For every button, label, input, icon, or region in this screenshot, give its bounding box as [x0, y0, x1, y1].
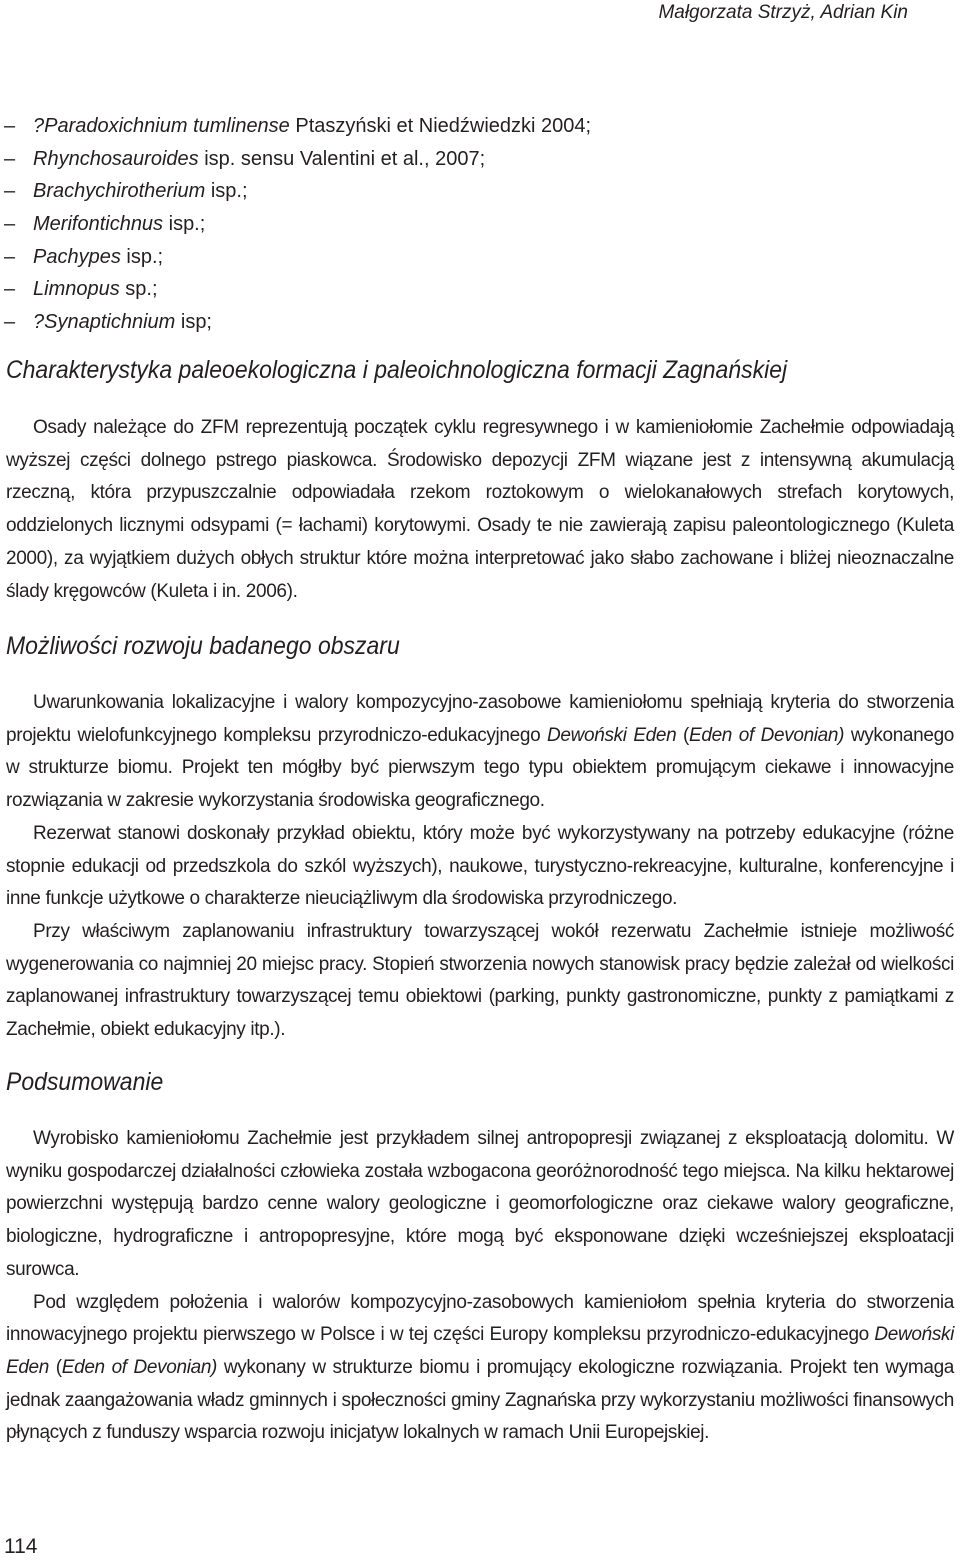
- taxon-authority: isp;: [175, 311, 212, 334]
- paragraph: Rezerwat stanowi doskonały przykład obiektu, który może być wykorzystywany na potrzeby edukacyjne (różne stopnie edukacji od przedszkola do szkól wyższych), naukowe, turystyczno-rekreacyjne, kulturalne, konferencyjne i inne funkcje użytkowe o charakterze nieuciążliwym dla środowiska przyrodniczego.: [6, 822, 954, 910]
- project-name-en: Eden of Devonian): [689, 724, 845, 746]
- list-item: [4, 143, 591, 176]
- taxon-authority: sp.;: [119, 278, 158, 301]
- section-heading-development: Możliwości rozwoju badanego obszaru: [6, 632, 400, 660]
- list-dash: –: [4, 213, 16, 236]
- list-dash: –: [4, 311, 16, 334]
- taxon-name: Rhynchosauroides: [33, 147, 199, 170]
- taxon-name: ?Paradoxichnium tumlinense: [33, 115, 290, 137]
- paragraph-text: Pod względem położenia i walorów kompozycyjno-zasobowych kamieniołom spełnia kryteria do stworzenia innowacyjnego projektu pierwszego w Polsce i w tej części Europy kompleksu przyrodniczo-edukacyjnego: [6, 1291, 954, 1346]
- list-item: [4, 175, 591, 208]
- list-item: [4, 273, 591, 306]
- paragraph: [6, 1287, 954, 1451]
- list-item: [4, 241, 591, 274]
- section-body-summary: [6, 1123, 954, 1450]
- list-dash: –: [4, 115, 16, 137]
- paragraph-text: (: [48, 1356, 62, 1378]
- page-number: 114: [4, 1535, 38, 1558]
- project-name: Dewoński Eden: [6, 1324, 954, 1378]
- list-item: [4, 306, 591, 339]
- paragraph: Wyrobisko kamieniołomu Zachełmie jest przykładem silnej antropopresji związanej z eksploatacją dolomitu. W wyniku gospodarczej działalności człowieka została wzbogacona georóżnorodność tego miejsca. Na kilku hektarowej powierzchni występują bardzo cenne walory geologiczne i geomorfologiczne oraz ciekawe walory geograficzne, biologiczne, hydrograficzne i antropopresyjne, które mogą być eksponowane dzięki wcześniejszej eksploatacji surowca.: [6, 1128, 954, 1280]
- section-body-development: [6, 687, 954, 1047]
- list-dash: –: [4, 245, 16, 268]
- section-body-paleo: [6, 412, 954, 608]
- list-dash: –: [4, 147, 16, 170]
- taxon-authority: isp. sensu Valentini et al., 2007;: [198, 147, 486, 170]
- list-dash: –: [4, 180, 16, 203]
- taxon-name: Brachychirotherium: [33, 180, 206, 203]
- paragraph-text: Uwarunkowania lokalizacyjne i walory kompozycyjno-zasobowe kamieniołomu spełniają kryteria do stworzenia projektu wielofunkcyjnego kompleksu przyrodniczo-edukacyjnego: [6, 692, 954, 746]
- taxon-authority: isp.;: [120, 245, 164, 268]
- project-name-en: Eden of Devonian): [61, 1356, 218, 1378]
- taxon-name: Limnopus: [33, 278, 120, 301]
- paragraph: Przy właściwym zaplanowaniu infrastruktury towarzyszącej wokół rezerwatu Zachełmie istnieje możliwość wygenerowania co najmniej 20 miejsc pracy. Stopień stworzenia nowych stanowisk pracy będzie zależał od wielkości zaplanowanej infrastruktury towarzyszącej temu obiektowi (parking, punkty gastronomiczne, punkty z pamiątkami z Zachełmie, obiekt edukacyjny itp.).: [6, 920, 954, 1041]
- list-item: [4, 110, 591, 143]
- taxon-authority: isp.;: [163, 213, 206, 236]
- section-heading-summary: Podsumowanie: [6, 1068, 164, 1096]
- section-heading-paleo: Charakterystyka paleoekologiczna i paleoichnologiczna formacji Zagnańskiej: [6, 356, 788, 384]
- taxon-name: Merifontichnus: [33, 213, 164, 236]
- taxon-authority: Ptaszyński et Niedźwiedzki 2004;: [289, 115, 592, 137]
- project-name: Dewoński Eden: [547, 724, 677, 746]
- paragraph-text: (: [676, 724, 690, 746]
- paragraph-text: wykonany w strukturze biomu i promujący ekologiczne rozwiązania. Projekt ten wymaga jednak zaangażowania władz gminnych i społeczności gminy Zagnańska przy wykorzystaniu możliwości finansowych płynących z funduszy wsparcia rozwoju inicjatyw lokalnych w ramach Unii Europejskiej.: [6, 1356, 955, 1444]
- running-header: Małgorzata Strzyż, Adrian Kin: [658, 2, 908, 23]
- paragraph: Osady należące do ZFM reprezentują początek cyklu regresywnego i w kamieniołomie Zachełmie odpowiadają wyższej części dolnego pstrego piaskowca. Środowisko depozycji ZFM wiązane jest z intensywną akumulacją rzeczną, która przypuszczalnie odpowiadała rzekom roztokowym o wielokanałowych strefach korytowych, oddzielonych licznymi odsypami (= łachami) korytowymi. Osady te nie zawierają zapisu paleontologicznego (Kuleta 2000), za wyjątkiem dużych obłych struktur które można interpretować jako słabo zachowane i bliżej nieoznaczalne ślady kręgowców (Kuleta i in. 2006).: [6, 417, 954, 602]
- paragraph: [6, 687, 954, 818]
- paragraph-text: wykonanego w strukturze biomu. Projekt ten mógłby być pierwszym tego typu obiektem promującym ciekawe i innowacyjne rozwiązania w zakresie wykorzystania środowiska geograficznego.: [6, 724, 955, 812]
- list-dash: –: [4, 278, 16, 301]
- taxon-authority: isp.;: [205, 180, 248, 203]
- taxon-name: Pachypes: [33, 245, 121, 268]
- taxon-name: ?Synaptichnium: [33, 311, 176, 334]
- list-item: [4, 208, 591, 241]
- ichnotaxa-list: [4, 110, 591, 339]
